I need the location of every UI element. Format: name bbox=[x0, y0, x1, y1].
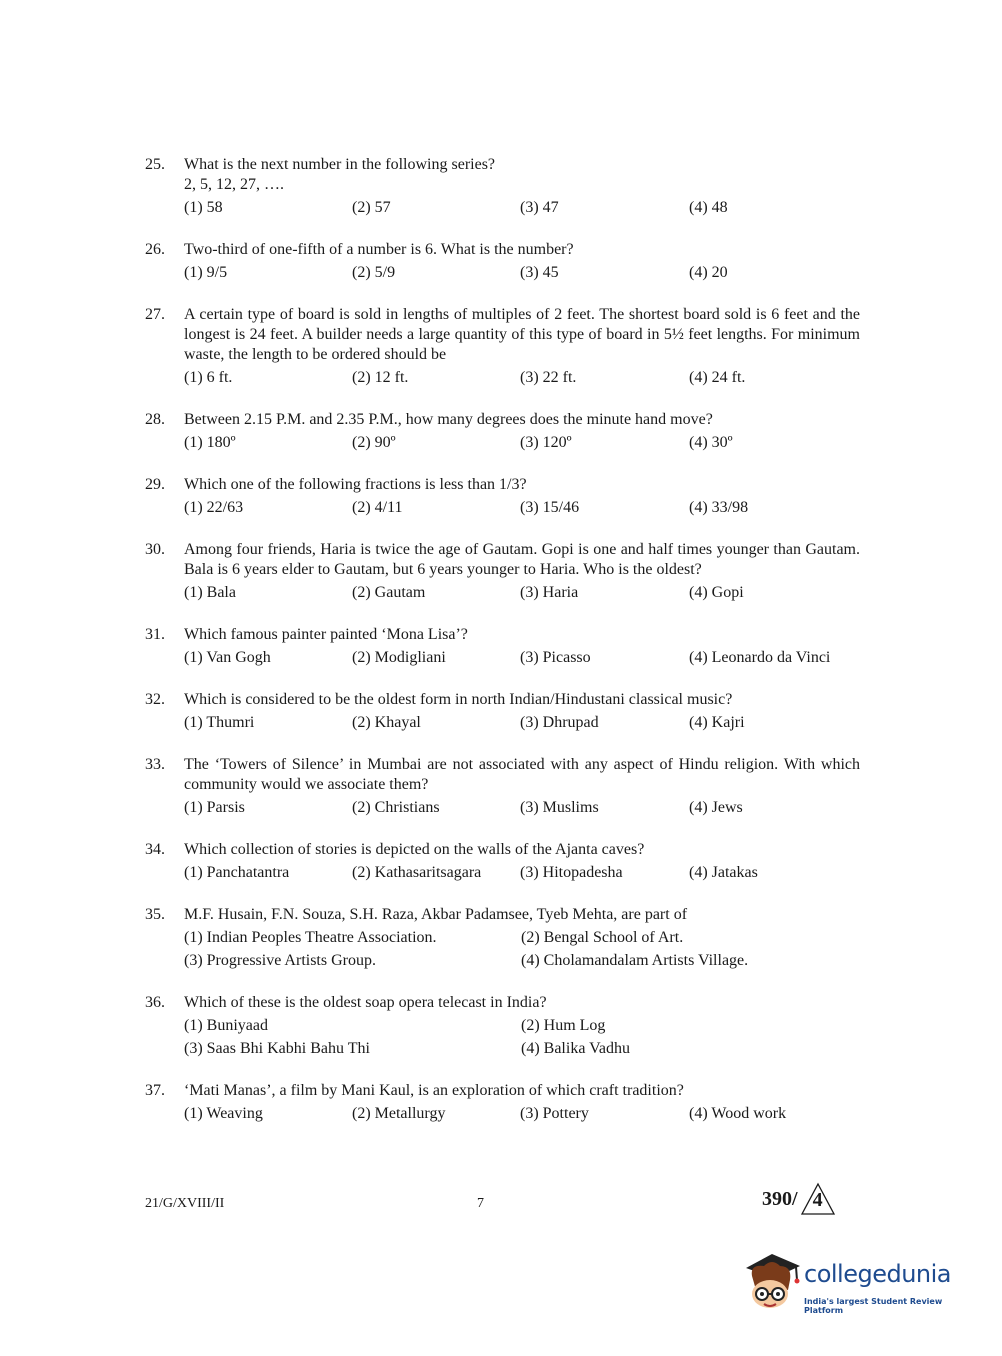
answer-option: (4) Leonardo da Vinci bbox=[689, 649, 831, 666]
question-item bbox=[145, 840, 860, 883]
question-item bbox=[145, 1081, 860, 1124]
answer-option: (1) Thumri bbox=[184, 714, 255, 731]
answer-option: (3) Haria bbox=[520, 584, 579, 601]
answer-option: (4) 48 bbox=[689, 199, 728, 216]
question-number: 33. bbox=[145, 756, 165, 773]
answer-option: (4) 30º bbox=[689, 434, 733, 451]
question-item bbox=[145, 240, 860, 283]
question-item bbox=[145, 475, 860, 518]
answer-option: (2) Metallurgy bbox=[352, 1105, 446, 1122]
question-number: 27. bbox=[145, 306, 165, 323]
question-body bbox=[184, 540, 860, 603]
question-text: Two-third of one-fifth of a number is 6. What is the number? bbox=[184, 241, 574, 258]
brand-tagline: India's largest Student Review Platform bbox=[804, 1297, 943, 1315]
question-text: A certain type of board is sold in lengths of multiples of 2 feet. The shortest board sold is 6 feet and the longest is 24 feet. A builder needs a large quantity of this type of board in 5½ feet lengths. For minimum waste, the length to be ordered should be bbox=[184, 306, 860, 363]
answer-option: (4) Jews bbox=[689, 799, 743, 816]
question-body bbox=[184, 1081, 860, 1124]
question-text: Which of these is the oldest soap opera telecast in India? bbox=[184, 994, 547, 1011]
paper-set-number: 4 bbox=[812, 1189, 823, 1211]
answer-options bbox=[184, 1104, 860, 1124]
answer-option: (1) 180º bbox=[184, 434, 236, 451]
question-body bbox=[184, 410, 860, 453]
question-body bbox=[184, 755, 860, 818]
answer-option: (3) 15/46 bbox=[520, 499, 580, 516]
answer-options bbox=[184, 863, 860, 883]
brand-name: collegedunia bbox=[804, 1260, 952, 1288]
question-body bbox=[184, 240, 860, 283]
question-body bbox=[184, 625, 860, 668]
answer-option: (2) Hum Log bbox=[521, 1017, 606, 1034]
question-number: 34. bbox=[145, 841, 165, 858]
answer-option: (3) 47 bbox=[520, 199, 559, 216]
footer-paper-id: 21/G/XVIII/II bbox=[145, 1196, 225, 1211]
answer-option: (3) Pottery bbox=[520, 1105, 589, 1122]
question-number: 31. bbox=[145, 626, 165, 643]
answer-option: (4) 20 bbox=[689, 264, 728, 281]
answer-option: (1) 22/63 bbox=[184, 499, 244, 516]
answer-options bbox=[184, 198, 860, 218]
question-body bbox=[184, 905, 860, 971]
question-item bbox=[145, 305, 860, 388]
answer-option: (3) Dhrupad bbox=[520, 714, 599, 731]
answer-option: (1) 6 ft. bbox=[184, 369, 233, 386]
answer-options bbox=[184, 433, 860, 453]
answer-options bbox=[184, 1016, 860, 1059]
answer-option: (1) Buniyaad bbox=[184, 1017, 268, 1034]
question-text: Which famous painter painted ‘Mona Lisa’? bbox=[184, 626, 468, 643]
answer-option: (1) Bala bbox=[184, 584, 236, 601]
answer-option: (4) Kajri bbox=[689, 714, 745, 731]
answer-options bbox=[184, 713, 860, 733]
question-text: What is the next number in the following series? bbox=[184, 156, 496, 173]
answer-option: (2) 90º bbox=[352, 434, 396, 451]
answer-option: (1) Van Gogh bbox=[184, 649, 271, 666]
answer-options bbox=[184, 648, 860, 668]
question-item bbox=[145, 410, 860, 453]
answer-option: (2) 12 ft. bbox=[352, 369, 409, 386]
question-text: Which collection of stories is depicted on the walls of the Ajanta caves? bbox=[184, 841, 645, 858]
answer-option: (2) Bengal School of Art. bbox=[521, 929, 684, 946]
answer-option: (3) Hitopadesha bbox=[520, 864, 623, 881]
answer-option: (4) Balika Vadhu bbox=[521, 1040, 631, 1057]
question-item bbox=[145, 540, 860, 603]
question-number: 36. bbox=[145, 994, 165, 1011]
answer-options bbox=[184, 263, 860, 283]
answer-option: (1) Indian Peoples Theatre Association. bbox=[184, 929, 437, 946]
question-text: The ‘Towers of Silence’ in Mumbai are not associated with any aspect of Hindu religion. With which community would we associate them? bbox=[184, 756, 860, 793]
answer-option: (4) Gopi bbox=[689, 584, 744, 601]
answer-option: (1) Weaving bbox=[184, 1105, 263, 1122]
question-body bbox=[184, 993, 860, 1059]
question-body bbox=[184, 155, 860, 218]
question-number: 29. bbox=[145, 476, 165, 493]
question-item bbox=[145, 993, 860, 1059]
question-body bbox=[184, 840, 860, 883]
question-text: M.F. Husain, F.N. Souza, S.H. Raza, Akbar Padamsee, Tyeb Mehta, are part of bbox=[184, 906, 688, 923]
answer-option: (2) Modigliani bbox=[352, 649, 446, 666]
question-number: 37. bbox=[145, 1082, 165, 1099]
answer-option: (2) 57 bbox=[352, 199, 391, 216]
question-series: 2, 5, 12, 27, …. bbox=[184, 176, 284, 193]
answer-option: (3) Saas Bhi Kabhi Bahu Thi bbox=[184, 1040, 370, 1057]
question-item bbox=[145, 905, 860, 971]
answer-option: (1) 58 bbox=[184, 199, 223, 216]
answer-option: (3) Muslims bbox=[520, 799, 599, 816]
answer-options bbox=[184, 798, 860, 818]
answer-options bbox=[184, 928, 860, 971]
question-item bbox=[145, 155, 860, 218]
answer-options bbox=[184, 368, 860, 388]
answer-option: (3) Picasso bbox=[520, 649, 591, 666]
answer-option: (3) 120º bbox=[520, 434, 572, 451]
answer-option: (4) Wood work bbox=[689, 1105, 787, 1122]
question-body bbox=[184, 305, 860, 388]
question-item bbox=[145, 625, 860, 668]
question-body bbox=[184, 690, 860, 733]
collegedunia-watermark bbox=[742, 1250, 972, 1320]
question-number: 25. bbox=[145, 156, 165, 173]
answer-option: (1) Parsis bbox=[184, 799, 245, 816]
paper-code bbox=[762, 1182, 836, 1216]
question-body bbox=[184, 475, 860, 518]
paper-set-triangle bbox=[800, 1182, 836, 1216]
question-number: 30. bbox=[145, 541, 165, 558]
question-number: 26. bbox=[145, 241, 165, 258]
answer-options bbox=[184, 583, 860, 603]
question-text: Which is considered to be the oldest form in north Indian/Hindustani classical music? bbox=[184, 691, 733, 708]
page-number: 7 bbox=[477, 1196, 484, 1211]
paper-code-text: 390/ bbox=[762, 1187, 798, 1210]
answer-option: (3) 45 bbox=[520, 264, 559, 281]
question-number: 32. bbox=[145, 691, 165, 708]
answer-option: (3) 22 ft. bbox=[520, 369, 577, 386]
question-number: 35. bbox=[145, 906, 165, 923]
answer-option: (2) 5/9 bbox=[352, 264, 396, 281]
question-text: Which one of the following fractions is less than 1/3? bbox=[184, 476, 527, 493]
answer-options bbox=[184, 498, 860, 518]
question-text: ‘Mati Manas’, a film by Mani Kaul, is an exploration of which craft tradition? bbox=[184, 1082, 684, 1099]
answer-option: (4) Jatakas bbox=[689, 864, 758, 881]
answer-option: (2) 4/11 bbox=[352, 499, 403, 516]
mascot-logo-icon bbox=[742, 1250, 804, 1320]
question-number: 28. bbox=[145, 411, 165, 428]
answer-option: (4) Cholamandalam Artists Village. bbox=[521, 952, 749, 969]
answer-option: (4) 24 ft. bbox=[689, 369, 746, 386]
answer-option: (2) Kathasaritsagara bbox=[352, 864, 482, 881]
question-text: Among four friends, Haria is twice the age of Gautam. Gopi is one and half times younger than Gautam. Bala is 6 years elder to Gautam, but 6 years younger to Haria. Who is the oldest? bbox=[184, 541, 860, 578]
question-list bbox=[145, 155, 860, 1146]
question-text: Between 2.15 P.M. and 2.35 P.M., how many degrees does the minute hand move? bbox=[184, 411, 713, 428]
answer-option: (1) 9/5 bbox=[184, 264, 228, 281]
answer-option: (2) Khayal bbox=[352, 714, 421, 731]
question-item bbox=[145, 755, 860, 818]
answer-option: (4) 33/98 bbox=[689, 499, 749, 516]
answer-option: (2) Gautam bbox=[352, 584, 426, 601]
question-item bbox=[145, 690, 860, 733]
answer-option: (3) Progressive Artists Group. bbox=[184, 952, 376, 969]
answer-option: (1) Panchatantra bbox=[184, 864, 290, 881]
answer-option: (2) Christians bbox=[352, 799, 440, 816]
